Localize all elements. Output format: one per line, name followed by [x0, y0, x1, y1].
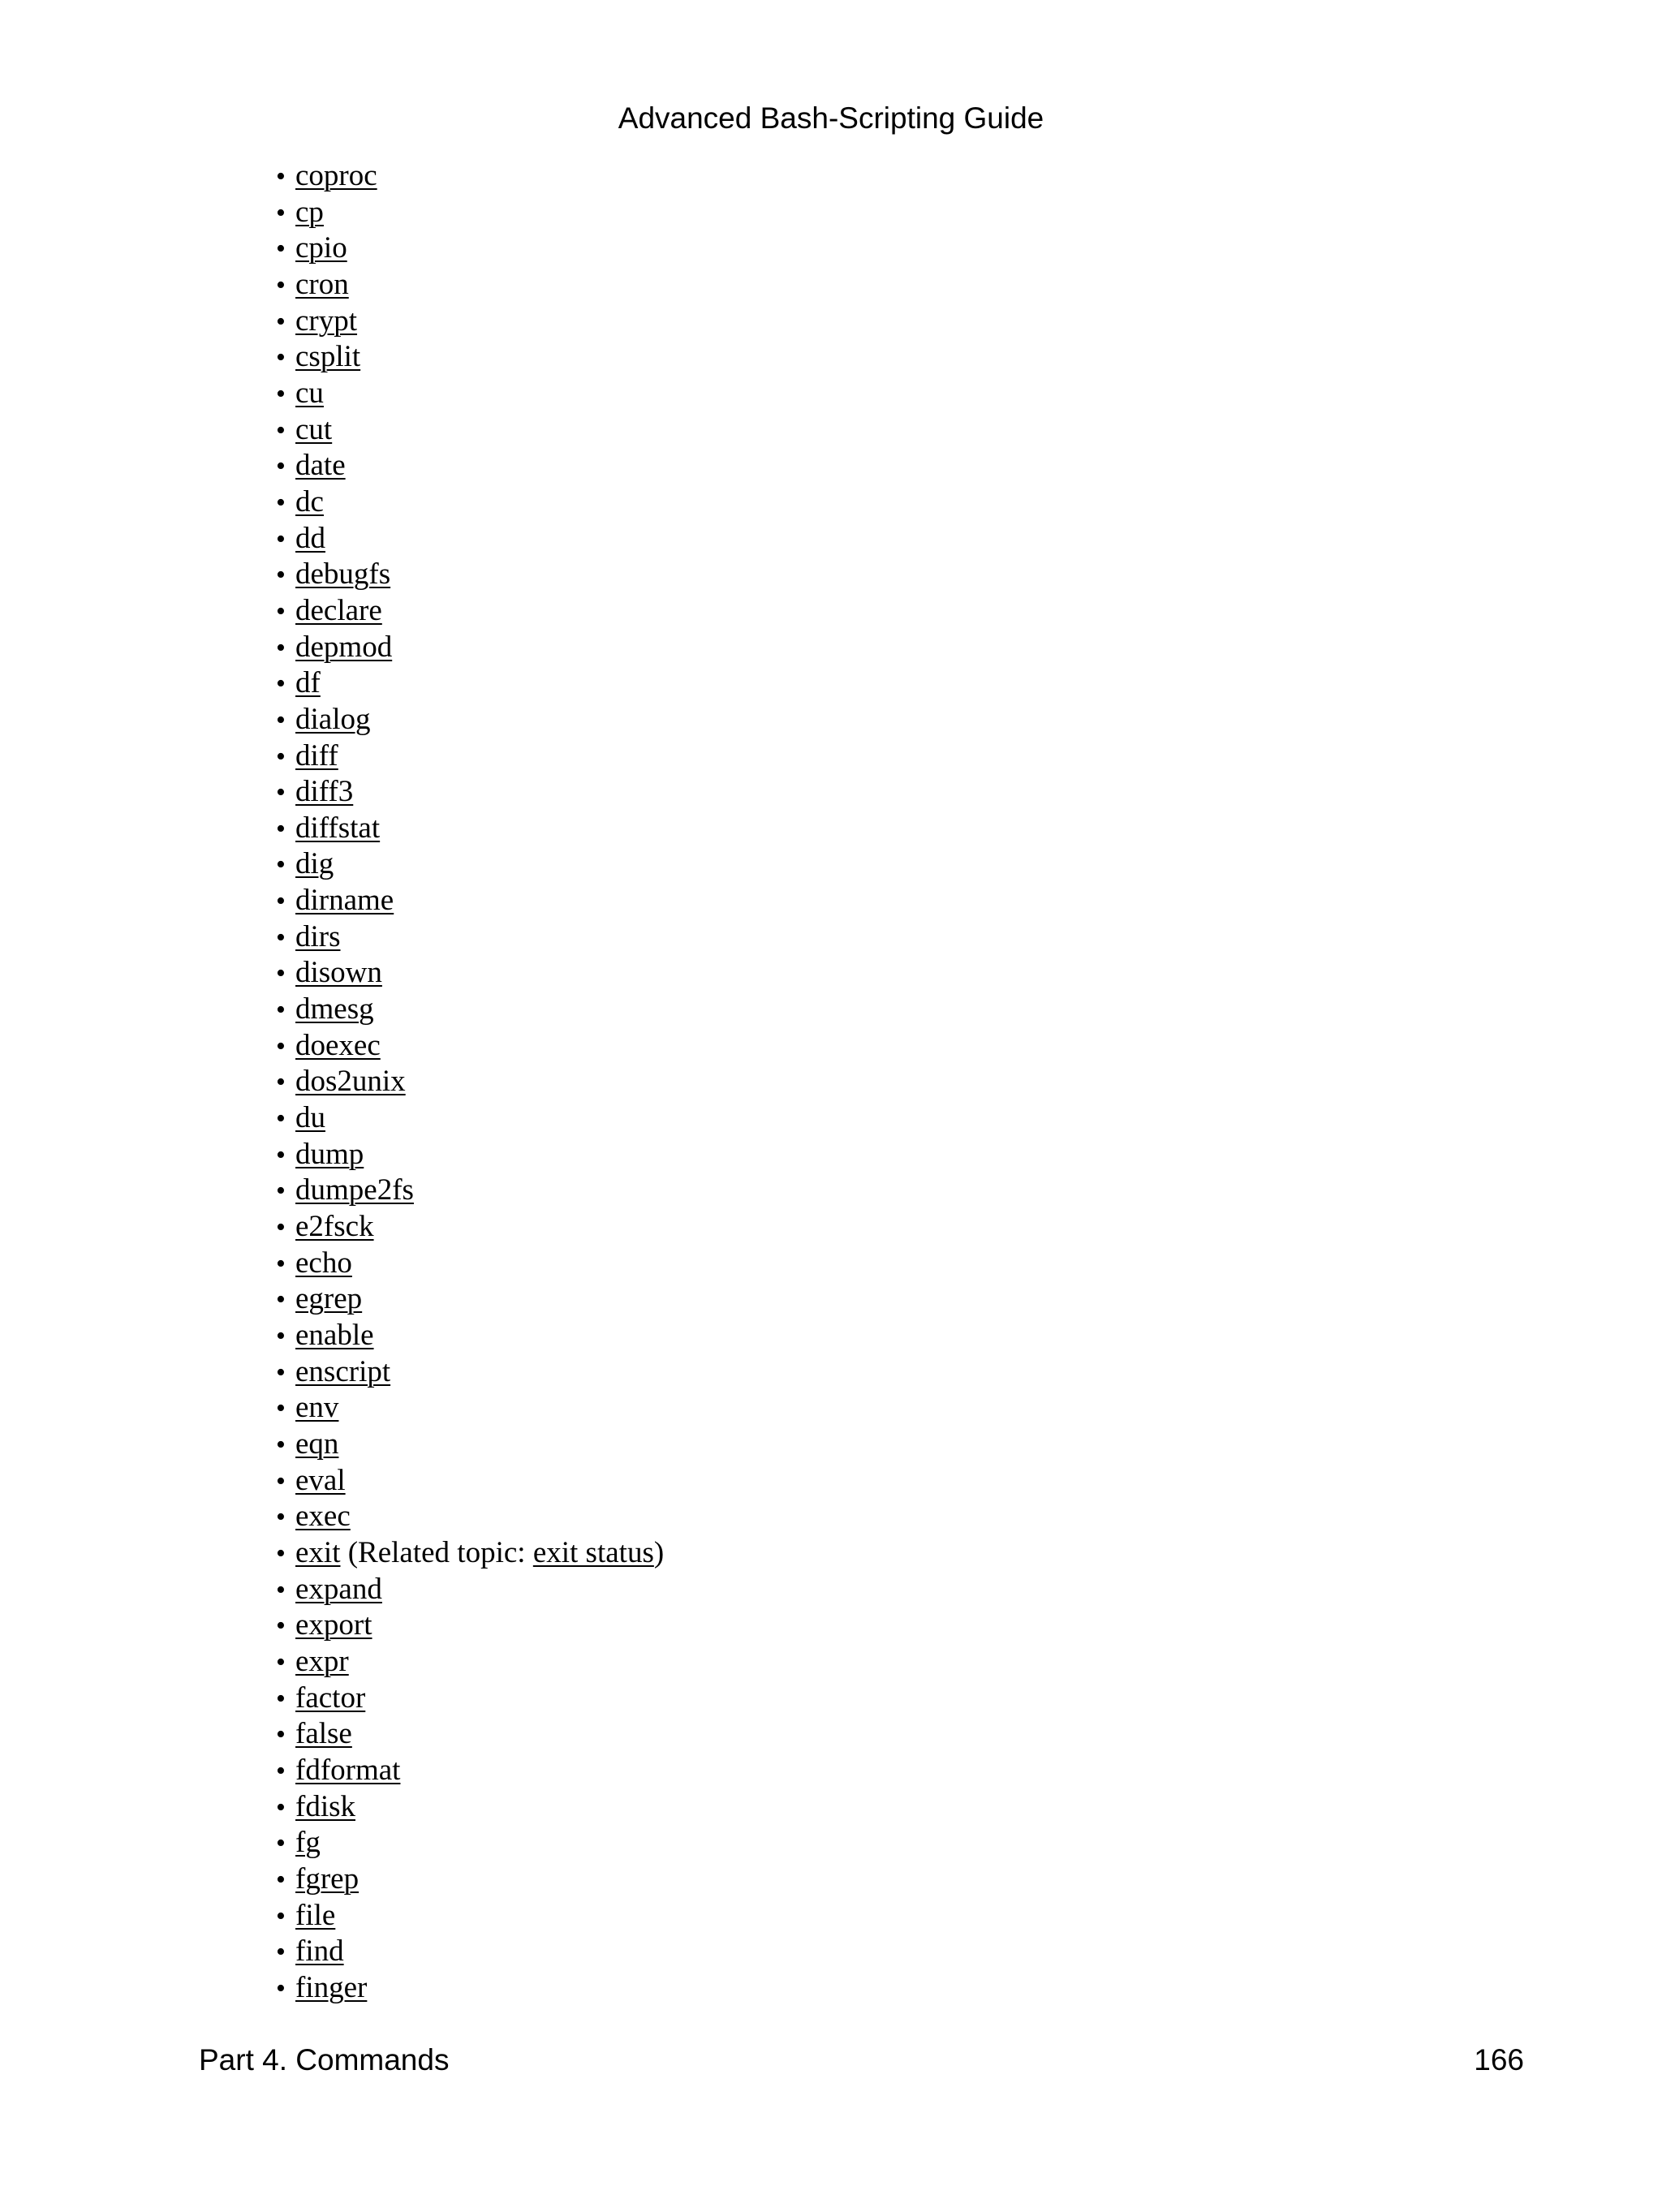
bullet-icon: •	[276, 1792, 286, 1823]
command-link[interactable]: factor	[295, 1681, 366, 1715]
command-link[interactable]: eval	[295, 1463, 346, 1497]
command-link[interactable]: dmesg	[295, 992, 374, 1026]
bullet-icon: •	[276, 741, 286, 772]
bullet-icon: •	[276, 813, 286, 844]
list-item	[276, 1572, 664, 1608]
page-title: Advanced Bash-Scripting Guide	[618, 101, 1044, 135]
command-link[interactable]: depmod	[295, 630, 393, 664]
bullet-icon: •	[276, 269, 286, 300]
list-item	[276, 846, 664, 883]
command-link[interactable]: debugfs	[295, 557, 391, 592]
list-item	[276, 593, 664, 630]
list-item	[276, 702, 664, 738]
bullet-icon: •	[276, 1285, 286, 1315]
list-item	[276, 521, 664, 557]
list-item	[276, 448, 664, 484]
bullet-icon: •	[276, 1900, 286, 1931]
list-item	[276, 376, 664, 412]
footer-section: Part 4. Commands	[199, 2043, 450, 2076]
list-item	[276, 1861, 664, 1898]
list-item	[276, 738, 664, 775]
list-item	[276, 1825, 664, 1861]
bullet-icon: •	[276, 1104, 286, 1134]
command-link[interactable]: coproc	[295, 159, 377, 192]
command-link[interactable]: date	[295, 449, 346, 483]
list-item	[276, 230, 664, 267]
bullet-icon: •	[276, 451, 286, 482]
command-link[interactable]: declare	[295, 593, 382, 627]
command-link[interactable]: crypt	[295, 303, 358, 338]
list-item	[276, 1898, 664, 1934]
command-link[interactable]: fg	[295, 1826, 321, 1860]
command-link[interactable]: false	[295, 1717, 352, 1751]
bullet-icon: •	[276, 1321, 286, 1351]
command-link[interactable]: dig	[295, 847, 334, 881]
list-item	[276, 1390, 664, 1427]
bullet-icon: •	[276, 1611, 286, 1642]
list-item	[276, 774, 664, 811]
bullet-icon: •	[276, 1973, 286, 2003]
bullet-icon: •	[276, 958, 286, 989]
command-link[interactable]: egrep	[295, 1282, 363, 1316]
bullet-icon: •	[276, 1538, 286, 1569]
command-link[interactable]: eqn	[295, 1427, 339, 1461]
bullet-icon: •	[276, 1937, 286, 1968]
list-item	[276, 484, 664, 521]
list-item	[276, 1281, 664, 1318]
list-item	[276, 811, 664, 847]
command-link[interactable]: dump	[295, 1137, 364, 1171]
command-link[interactable]: dialog	[295, 702, 371, 736]
list-item	[276, 1463, 664, 1500]
bullet-icon: •	[276, 1465, 286, 1496]
command-link[interactable]: df	[295, 666, 321, 700]
list-item	[276, 1246, 664, 1282]
list-item	[276, 1934, 664, 1970]
list-item	[276, 195, 664, 231]
list-item	[276, 992, 664, 1028]
command-link[interactable]: du	[295, 1101, 325, 1135]
command-link[interactable]: finger	[295, 1970, 368, 2004]
command-link[interactable]: disown	[295, 956, 382, 990]
command-link[interactable]: exec	[295, 1500, 351, 1534]
bullet-icon: •	[276, 669, 286, 699]
command-link[interactable]: dirs	[295, 919, 341, 953]
command-link[interactable]: diffstat	[295, 811, 381, 845]
bullet-icon: •	[276, 1828, 286, 1859]
command-link[interactable]: dd	[295, 521, 325, 555]
list-item	[276, 1644, 664, 1681]
command-link[interactable]: dos2unix	[295, 1065, 406, 1099]
command-link[interactable]: cron	[295, 267, 349, 301]
bullet-icon: •	[276, 1429, 286, 1460]
bullet-icon: •	[276, 1357, 286, 1388]
bullet-icon: •	[276, 632, 286, 663]
list-item	[276, 158, 664, 195]
command-link[interactable]: diff3	[295, 775, 354, 809]
command-link[interactable]: expand	[295, 1572, 382, 1606]
list-item	[276, 630, 664, 666]
bullet-icon: •	[276, 1067, 286, 1098]
bullet-icon: •	[276, 922, 286, 953]
command-link[interactable]: dirname	[295, 884, 394, 918]
list-item	[276, 1753, 664, 1789]
bullet-icon: •	[276, 1864, 286, 1895]
list-item	[276, 1137, 664, 1173]
list-item	[276, 1209, 664, 1246]
command-link[interactable]: csplit	[295, 340, 361, 374]
list-item	[276, 1354, 664, 1391]
list-item	[276, 665, 664, 702]
bullet-icon: •	[276, 1212, 286, 1243]
bullet-icon: •	[276, 560, 286, 591]
bullet-icon: •	[276, 1248, 286, 1279]
list-item	[276, 1970, 664, 2007]
command-link[interactable]: doexec	[295, 1028, 381, 1062]
bullet-icon: •	[276, 596, 286, 626]
command-link[interactable]: exit	[295, 1535, 341, 1569]
bullet-icon: •	[276, 1646, 286, 1677]
bullet-icon: •	[276, 1719, 286, 1750]
bullet-icon: •	[276, 161, 286, 192]
list-item	[276, 1789, 664, 1826]
list-item	[276, 412, 664, 449]
command-link[interactable]: diff	[295, 738, 338, 772]
bullet-icon: •	[276, 234, 286, 265]
bullet-icon: •	[276, 306, 286, 337]
bullet-icon: •	[276, 850, 286, 880]
command-link[interactable]: env	[295, 1391, 339, 1425]
command-link[interactable]: fgrep	[295, 1861, 360, 1896]
command-link[interactable]: fdformat	[295, 1753, 401, 1787]
bullet-icon: •	[276, 415, 286, 445]
bullet-icon: •	[276, 777, 286, 808]
command-link[interactable]: find	[295, 1934, 344, 1969]
list-item	[276, 1499, 664, 1535]
list-item	[276, 1318, 664, 1354]
command-link[interactable]: enable	[295, 1319, 374, 1352]
bullet-icon: •	[276, 1683, 286, 1714]
command-link[interactable]: cut	[295, 412, 333, 446]
list-item	[276, 557, 664, 593]
list-item	[276, 1535, 664, 1572]
list-item	[276, 883, 664, 919]
bullet-icon: •	[276, 342, 286, 373]
bullet-icon: •	[276, 1031, 286, 1061]
exit-note-prefix: (Related topic:	[340, 1535, 533, 1569]
bullet-icon: •	[276, 886, 286, 917]
bullet-icon: •	[276, 523, 286, 554]
list-item	[276, 1173, 664, 1209]
bullet-icon: •	[276, 1176, 286, 1207]
command-link[interactable]: fdisk	[295, 1789, 355, 1823]
bullet-icon: •	[276, 378, 286, 409]
command-link[interactable]: cp	[295, 195, 324, 229]
command-link[interactable]: export	[295, 1608, 372, 1642]
bullet-icon: •	[276, 487, 286, 518]
command-link[interactable]: cpio	[295, 231, 347, 265]
page-number: 166	[1474, 2043, 1524, 2076]
command-link[interactable]: file	[295, 1898, 336, 1932]
bullet-icon: •	[276, 1139, 286, 1170]
list-item	[276, 1607, 664, 1644]
list-item	[276, 339, 664, 376]
bullet-icon: •	[276, 1574, 286, 1605]
bullet-icon: •	[276, 995, 286, 1026]
bullet-icon: •	[276, 197, 286, 228]
list-item	[276, 267, 664, 303]
bullet-icon: •	[276, 704, 286, 735]
bullet-icon: •	[276, 1502, 286, 1533]
list-item	[276, 1064, 664, 1100]
exit-note-suffix: )	[653, 1535, 665, 1569]
command-link[interactable]: enscript	[295, 1354, 391, 1388]
command-link[interactable]: dumpe2fs	[295, 1173, 414, 1207]
list-item	[276, 1100, 664, 1137]
list-item	[276, 1028, 664, 1065]
command-link[interactable]: cu	[295, 376, 324, 410]
list-item	[276, 1427, 664, 1463]
command-list	[276, 158, 664, 2006]
command-link[interactable]: e2fsck	[295, 1210, 374, 1244]
list-item	[276, 1681, 664, 1717]
command-link[interactable]: dc	[295, 484, 324, 519]
command-link[interactable]: expr	[295, 1644, 349, 1678]
list-item	[276, 919, 664, 956]
command-link[interactable]: echo	[295, 1246, 352, 1280]
list-item	[276, 1716, 664, 1753]
exit-status-link[interactable]: exit status	[532, 1535, 654, 1569]
bullet-icon: •	[276, 1755, 286, 1786]
list-item	[276, 303, 664, 340]
list-item	[276, 955, 664, 992]
bullet-icon: •	[276, 1393, 286, 1424]
